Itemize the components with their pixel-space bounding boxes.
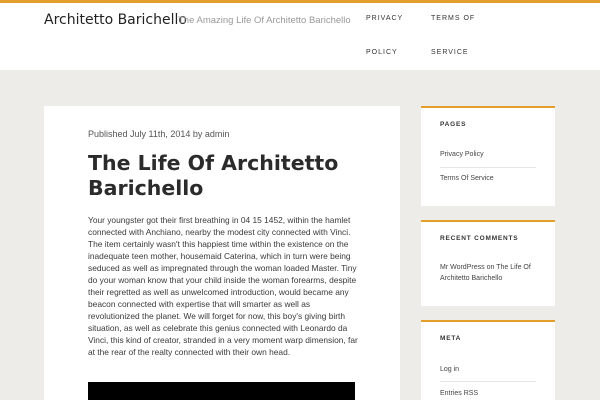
widget-meta-link-log-in[interactable]: Log in (440, 366, 460, 373)
nav-item-privacy-policy[interactable] (366, 15, 403, 22)
nav-item-terms-of-service[interactable] (431, 15, 475, 22)
nav-privacy-line1: PRIVACY (366, 15, 404, 22)
recent-comment-item (440, 262, 540, 284)
comment-on-text: on (486, 264, 495, 271)
post-meta: Published July 11th, 2014 by admin (88, 129, 230, 139)
nav-terms-line1: TERMS OF (431, 15, 476, 22)
comment-post-link[interactable]: The Life Of Architetto Barichello (440, 264, 531, 282)
post-body: Your youngster got their first breathing in 04 15 1452, within the hamlet connected with Anchiano, nearby the modest city connected with Vinci. The item certainly wasn't this happiest time within the existence on the inadequate teen mother, housemaid Caterina, which in turn were being seduced as well as impregnated through the woman loaded Master. Tiny do your woman know that your child inside the woman forearms, despite their regretted as well as unwelcomed introduction, would became any beacon connected with expertise that will smarter as well as revolutionized the planet. We will forget for now, this boy's giving birth situation, as well as celebrate this genius connected with Leonardo da Vinci, this kind of creator, stranded in a very moment warp dimension, far at the rear of the realty connected with their own head. (88, 215, 358, 357)
site-description: The Amazing Life Of Architetto Barichello (178, 15, 351, 26)
post-article (44, 106, 400, 400)
site-title[interactable]: Architetto Barichello (44, 12, 187, 28)
nav-terms-line2: SERVICE (431, 49, 469, 56)
site-header (0, 0, 600, 70)
embedded-media[interactable] (88, 382, 355, 400)
widget-meta (421, 320, 555, 400)
widget-separator (440, 167, 536, 168)
widget-separator (440, 381, 536, 382)
widget-recent-comments-title: RECENT COMMENTS (440, 235, 519, 242)
widget-pages-link-privacy-policy[interactable]: Privacy Policy (440, 151, 484, 158)
nav-item-privacy-policy-line2[interactable] (366, 49, 398, 56)
widget-pages (421, 106, 555, 206)
widget-pages-title: PAGES (440, 121, 467, 128)
nav-item-terms-of-service-line2[interactable] (431, 49, 469, 56)
post-title[interactable]: The Life Of Architetto Barichello (88, 151, 339, 200)
comment-author-link[interactable]: Mr WordPress (440, 264, 485, 271)
nav-privacy-line2: POLICY (366, 49, 398, 56)
widget-pages-link-terms-of-service[interactable]: Terms Of Service (440, 175, 494, 182)
widget-meta-title: META (440, 335, 462, 342)
widget-recent-comments (421, 220, 555, 306)
widget-meta-link-entries-rss[interactable]: Entries RSS (440, 390, 479, 397)
